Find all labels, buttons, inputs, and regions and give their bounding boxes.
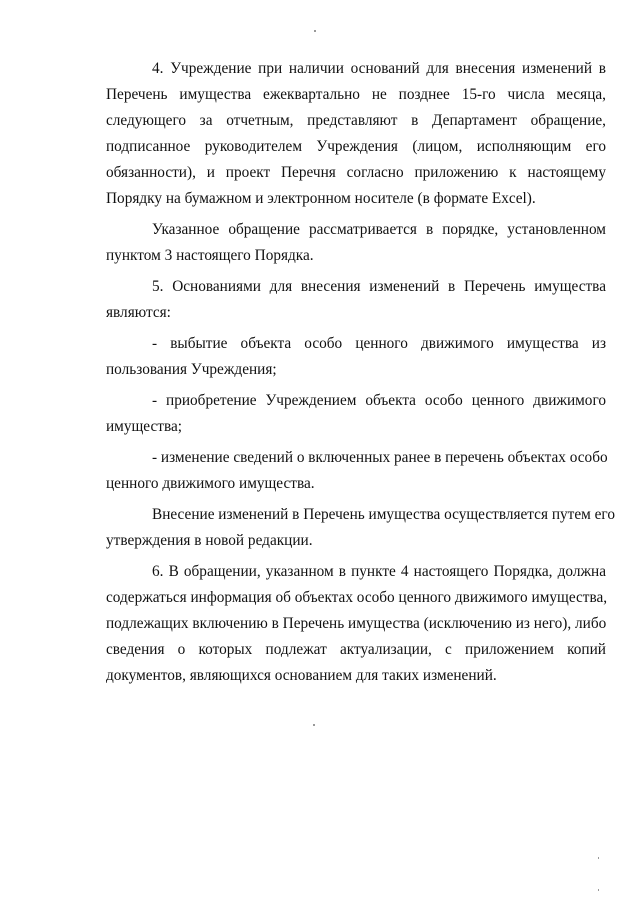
paragraph-6 bbox=[106, 559, 606, 689]
text-line: пользования Учреждения; bbox=[106, 361, 277, 378]
text-line: пунктом 3 настоящего Порядка. bbox=[106, 247, 314, 264]
text-line: следующего за отчетным, представляют в Департамент обращение, bbox=[106, 112, 606, 129]
text-line: утверждения в новой редакции. bbox=[106, 532, 313, 549]
paragraph-5 bbox=[106, 274, 606, 326]
text-line: документов, являющихся основанием для таких изменений. bbox=[106, 667, 497, 684]
paragraph-5-new-edition bbox=[106, 502, 615, 554]
text-line: Перечень имущества ежеквартально не позднее 15-го числа месяца, bbox=[106, 86, 606, 103]
text-line: сведения о которых подлежат актуализации, с приложением копий bbox=[106, 641, 606, 658]
text-line: 6. В обращении, указанном в пункте 4 настоящего Порядка, должна bbox=[152, 563, 606, 580]
text-line: - изменение сведений о включенных ранее в перечень объектах особо bbox=[152, 449, 608, 466]
scan-speck bbox=[314, 30, 316, 32]
text-line: Порядку на бумажном и электронном носителе (в формате Excel). bbox=[106, 190, 536, 207]
text-line: подписанное руководителем Учреждения (лицом, исполняющим его bbox=[106, 138, 606, 155]
text-line: - приобретение Учреждением объекта особо ценного движимого bbox=[152, 392, 606, 409]
text-line: ценного движимого имущества. bbox=[106, 475, 315, 492]
paragraph-4 bbox=[106, 56, 606, 212]
list-item-acquisition bbox=[106, 388, 606, 440]
scan-speck bbox=[313, 724, 315, 726]
document-body bbox=[106, 56, 615, 694]
text-line: являются: bbox=[106, 304, 171, 321]
scan-speck bbox=[598, 857, 599, 859]
text-line: имущества; bbox=[106, 418, 182, 435]
text-line: - выбытие объекта особо ценного движимого имущества из bbox=[152, 335, 606, 352]
scan-speck bbox=[598, 889, 599, 891]
text-line: Указанное обращение рассматривается в порядке, установленном bbox=[152, 221, 606, 238]
text-line: 4. Учреждение при наличии оснований для внесения изменений в bbox=[152, 60, 606, 77]
list-item-info-change bbox=[106, 445, 606, 497]
text-line: 5. Основаниями для внесения изменений в Перечень имущества bbox=[152, 278, 606, 295]
text-line: обязанности), и проект Перечня согласно приложению к настоящему bbox=[106, 164, 606, 181]
paragraph-4-review bbox=[106, 217, 606, 269]
text-line: содержаться информация об объектах особо ценного движимого имущества, bbox=[106, 589, 608, 606]
text-line: Внесение изменений в Перечень имущества осуществляется путем его bbox=[152, 506, 615, 523]
text-line: подлежащих включению в Перечень имущества (исключению из него), либо bbox=[106, 615, 607, 632]
list-item-disposal bbox=[106, 331, 606, 383]
